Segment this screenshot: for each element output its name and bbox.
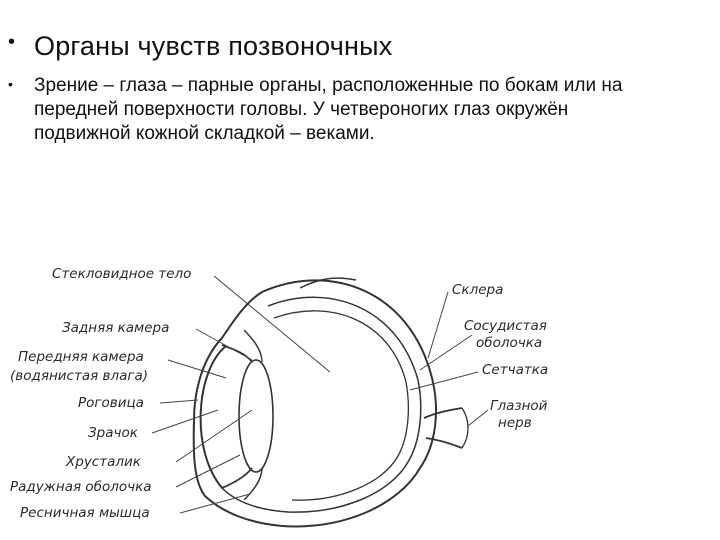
- iris-lower: [222, 468, 252, 488]
- sclera-outline: [194, 280, 436, 526]
- retina-layer: [274, 311, 408, 500]
- label-posterior-chamber: Задняя камера: [62, 320, 170, 336]
- leader-cornea: [160, 400, 198, 403]
- label-choroid: Сосудистая: [464, 318, 547, 334]
- body-bullet: [8, 74, 698, 146]
- optic-nerve-sheath: [462, 408, 468, 448]
- label-optic-nerve-2: нерв: [498, 415, 532, 431]
- label-sclera: Склера: [452, 282, 504, 298]
- label-ciliary-muscle: Ресничная мышца: [20, 505, 150, 521]
- label-vitreous: Стекловидное тело: [52, 266, 192, 282]
- label-choroid-2: оболочка: [476, 335, 543, 351]
- leader-choroid: [420, 335, 472, 370]
- choroid-layer: [222, 297, 421, 512]
- title-bullet: [8, 32, 392, 62]
- label-retina: Сетчатка: [482, 362, 549, 378]
- lid-fold: [300, 278, 356, 288]
- label-aqueous-humor: (водянистая влага): [10, 368, 148, 384]
- eye-diagram: [0, 250, 720, 540]
- optic-nerve: [424, 408, 462, 448]
- leader-pupil: [152, 410, 218, 433]
- leader-optic-nerve: [468, 410, 488, 426]
- leader-retina: [410, 372, 478, 390]
- label-optic-nerve: Глазной: [490, 398, 548, 414]
- label-iris: Радужная оболочка: [10, 479, 152, 495]
- leader-sclera: [428, 292, 448, 358]
- bullet-dot: •: [8, 31, 16, 53]
- bullet-dot: •: [8, 76, 13, 92]
- body-text: Зрение – глаза – парные органы, расположенные по бокам или на передней поверхности головы. У четвероногих глаз окружён подвижной кожной складкой – веками.: [34, 75, 623, 145]
- right-labels: [452, 282, 548, 431]
- leader-ciliary: [180, 494, 250, 513]
- label-cornea: Роговица: [78, 395, 144, 411]
- leader-anterior-chamber: [168, 360, 226, 378]
- label-pupil: Зрачок: [88, 425, 138, 441]
- label-lens: Хрусталик: [66, 454, 141, 470]
- label-anterior-chamber: Передняя камера: [18, 349, 144, 365]
- iris-upper: [222, 345, 252, 362]
- slide-title: Органы чувств позвоночных: [34, 31, 393, 61]
- eye-drawing: [194, 278, 468, 526]
- leader-iris: [176, 455, 240, 487]
- left-labels: [10, 266, 191, 521]
